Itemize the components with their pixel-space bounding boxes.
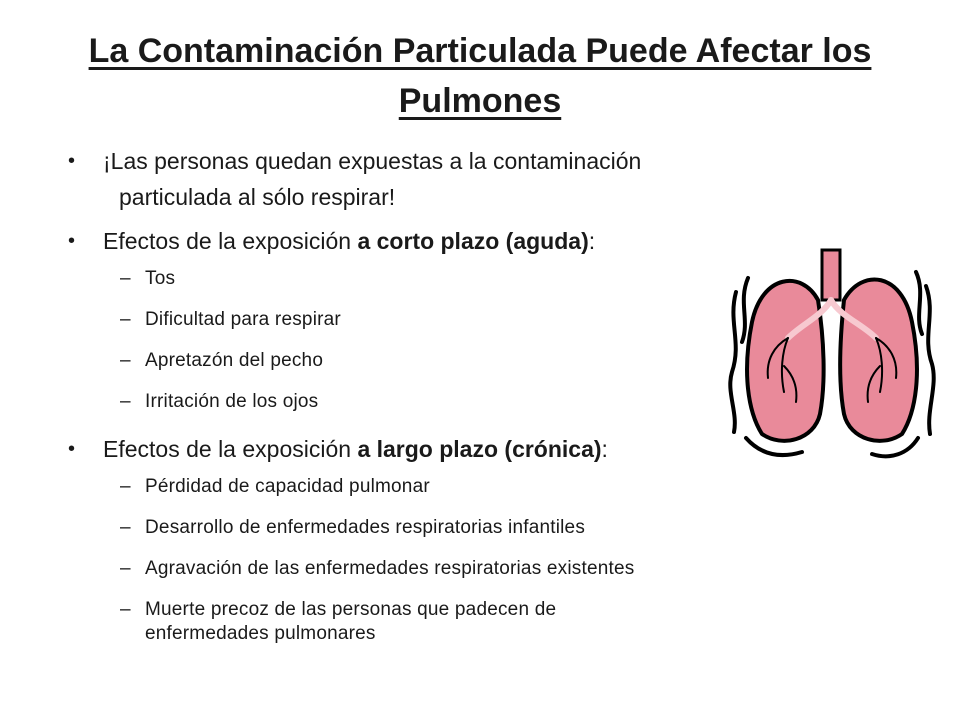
bullet-text-colon: : bbox=[601, 436, 608, 462]
sub-item bbox=[68, 475, 858, 499]
bullet-text-bold: a largo plazo (crónica) bbox=[357, 436, 602, 462]
sub-list-chronic bbox=[68, 475, 858, 646]
bullet-text: Efectos de la exposición bbox=[103, 436, 358, 462]
sub-item-text: Muerte precoz de las personas que padecen de bbox=[145, 599, 557, 620]
bullet-glyph: • bbox=[68, 150, 76, 172]
trachea bbox=[822, 250, 840, 300]
bullet-text: ¡Las personas quedan expuestas a la contaminación bbox=[103, 148, 642, 174]
dash-glyph: – bbox=[120, 391, 131, 412]
bullet-text-continued: particulada al sólo respirar! bbox=[119, 184, 396, 210]
dash-glyph: – bbox=[120, 268, 131, 289]
dash-glyph: – bbox=[120, 476, 131, 497]
bullet-text-colon: : bbox=[588, 228, 596, 254]
sub-item-text: Dificultad para respirar bbox=[145, 309, 341, 330]
dash-glyph: – bbox=[120, 558, 131, 579]
bullet-item bbox=[68, 143, 858, 215]
sub-item-text-continued: enfermedades pulmonares bbox=[145, 623, 376, 644]
sub-item-text: Pérdidad de capacidad pulmonar bbox=[145, 476, 430, 497]
lungs-illustration bbox=[722, 242, 944, 476]
sub-item-text: Agravación de las enfermedades respiratorias existentes bbox=[145, 558, 635, 579]
sub-item bbox=[68, 557, 858, 581]
bullet-text-bold: a corto plazo (aguda) bbox=[357, 228, 589, 254]
dash-glyph: – bbox=[120, 309, 131, 330]
right-lung bbox=[840, 279, 917, 440]
sub-item bbox=[68, 598, 858, 646]
sub-item bbox=[68, 516, 858, 540]
dash-glyph: – bbox=[120, 599, 131, 620]
sub-item-text: Tos bbox=[145, 268, 176, 289]
sub-item-text: Desarrollo de enfermedades respiratorias infantiles bbox=[145, 517, 586, 538]
bullet-text: Efectos de la exposición bbox=[103, 228, 358, 254]
sub-item-text: Irritación de los ojos bbox=[145, 391, 319, 412]
sub-item-text: Apretazón del pecho bbox=[145, 350, 324, 371]
bullet-glyph: • bbox=[68, 438, 76, 460]
slide-title: La Contaminación Particulada Puede Afectar los Pulmones bbox=[88, 32, 872, 120]
left-lung bbox=[747, 281, 824, 441]
dash-glyph: – bbox=[120, 350, 131, 371]
bullet-glyph: • bbox=[68, 230, 76, 252]
dash-glyph: – bbox=[120, 517, 131, 538]
